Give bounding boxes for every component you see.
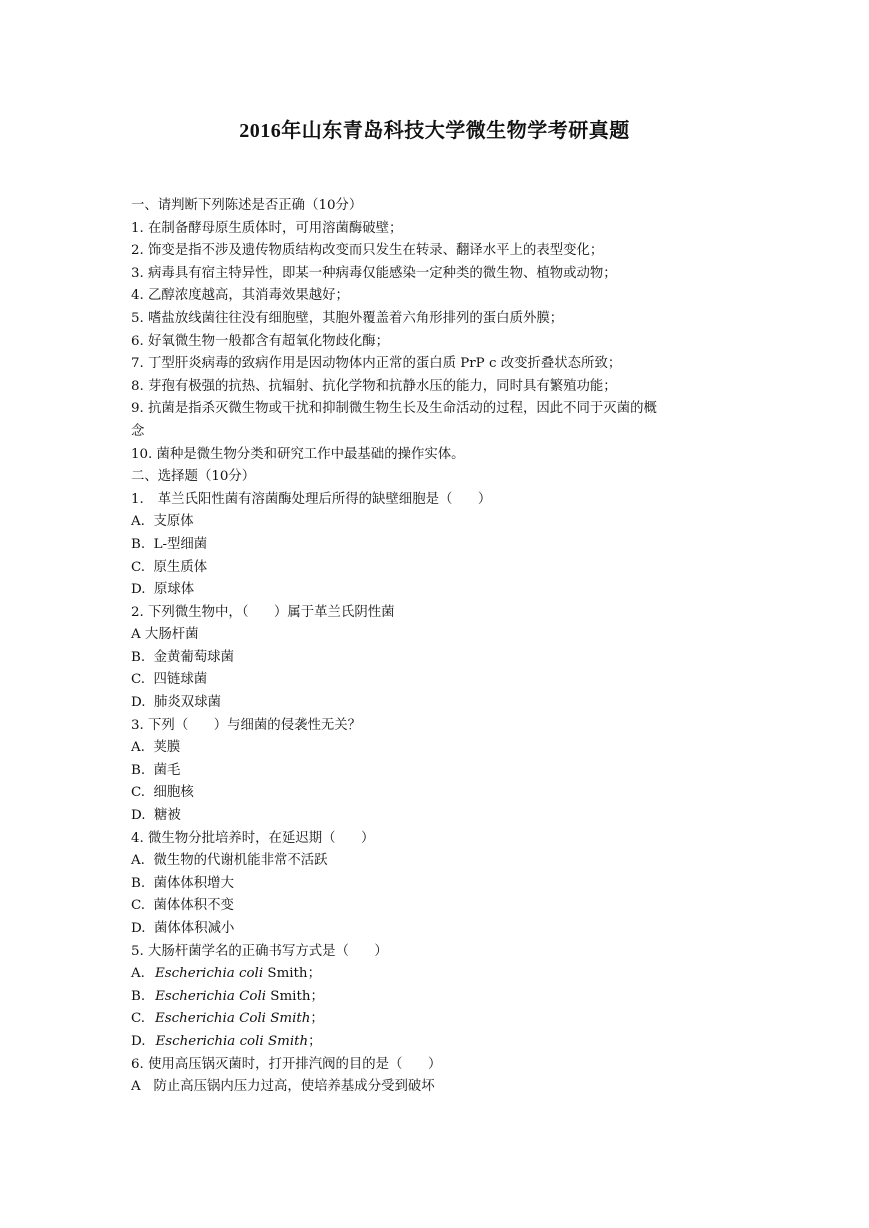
document-body	[131, 195, 751, 1099]
question-5-option-c	[131, 1008, 751, 1031]
question-5-option-d	[131, 1031, 751, 1054]
author-name: Smith	[267, 1033, 309, 1049]
statement-8: 8. 芽孢有极强的抗热、抗辐射、抗化学物和抗静水压的能力，同时具有繁殖功能；	[131, 378, 617, 394]
statement-2: 2. 饰变是指不涉及遗传物质结构改变而只发生在转录、翻译水平上的表型变化；	[131, 243, 604, 259]
author-name: Smith	[270, 988, 311, 1004]
statement-10: 10. 菌种是微生物分类和研究工作中最基础的操作实体。	[131, 446, 465, 462]
option-end: ；	[307, 966, 321, 982]
statement-1: 1. 在制备酵母原生质体时，可用溶菌酶破壁；	[131, 220, 403, 236]
question-5-stem: 5. 大肠杆菌学名的正确书写方式是（ ）	[131, 943, 388, 959]
question-3-stem: 3. 下列（ ）与细菌的侵袭性无关？	[131, 717, 362, 733]
option-label: A.	[131, 966, 145, 982]
question-4-stem: 4. 微生物分批培养时，在延迟期（ ）	[131, 830, 375, 846]
question-2-stem: 2. 下列微生物中，（ ）属于革兰氏阴性菌	[131, 604, 395, 620]
question-4-option-d: D. 菌体体积减小	[131, 921, 235, 936]
question-2-option-c: C. 四链球菌	[131, 672, 208, 688]
question-3-option-a: A. 荚膜	[131, 740, 181, 756]
question-1-stem	[131, 489, 751, 512]
statement-6: 6. 好氧微生物一般都含有超氧化物歧化酶；	[131, 333, 390, 349]
statement-5: 5. 嗜盐放线菌往往没有细胞壁，其胞外覆盖着六角形排列的蛋白质外膜；	[131, 310, 564, 326]
question-4-option-c: C. 菌体体积不变	[131, 898, 234, 914]
option-label: D.	[131, 1033, 146, 1049]
author-name: Smith	[270, 1011, 311, 1027]
option-end: ；	[310, 1011, 324, 1027]
question-1-option-b: B. L-型细菌	[131, 536, 208, 552]
option-end: ；	[310, 988, 324, 1004]
option-end: ；	[308, 1033, 322, 1049]
statement-4: 4. 乙醇浓度越高，其消毒效果越好；	[131, 288, 349, 304]
statement-7: 7. 丁型肝炎病毒的致病作用是因动物体内正常的蛋白质 PrP c 改变折叠状态所致；	[131, 356, 622, 372]
question-5-option-a	[131, 963, 751, 986]
question-5-option-b	[131, 986, 751, 1009]
question-4-option-a: A. 微生物的代谢机能非常不活跃	[131, 853, 328, 869]
author-name: Smith	[267, 966, 308, 982]
genus-name: Escherichia	[154, 966, 235, 982]
question-1-option-c: C. 原生质体	[131, 559, 208, 575]
question-4-option-b: B. 菌体体积增大	[131, 875, 234, 891]
species-name: Coli	[239, 988, 267, 1004]
question-6-stem: 6. 使用高压锅灭菌时，打开排汽阀的目的是（ ）	[131, 1056, 442, 1072]
statement-3: 3. 病毒具有宿主特异性，即某一种病毒仅能感染一定种类的微生物、植物或动物；	[131, 265, 617, 281]
question-3-option-d: D. 糖被	[131, 808, 181, 824]
question-2-option-a: A 大肠杆菌	[131, 627, 199, 643]
section-heading-choice: 二、选择题（10分）	[131, 469, 256, 485]
genus-name: Escherichia	[155, 988, 235, 1004]
question-1-text: 革兰氏阳性菌有溶菌酶处理后所得的缺壁细胞是（ ）	[157, 491, 492, 507]
option-label: B.	[131, 988, 146, 1004]
question-1-number: 1.	[131, 491, 144, 507]
species-name: coli	[239, 1033, 264, 1049]
question-3-option-c: C. 细胞核	[131, 785, 194, 801]
genus-name: Escherichia	[155, 1033, 236, 1049]
question-1-option-d: D. 原球体	[131, 582, 195, 598]
statement-9-continued: 念	[131, 423, 145, 439]
question-2-option-b: B. 金黄葡萄球菌	[131, 649, 234, 665]
page-title: 2016年山东青岛科技大学微生物学考研真题	[239, 120, 630, 142]
question-3-option-b: B. 菌毛	[131, 762, 181, 778]
genus-name: Escherichia	[155, 1011, 235, 1027]
question-1-option-a: A. 支原体	[131, 514, 194, 530]
species-name: Coli	[239, 1011, 266, 1027]
statement-9: 9. 抗菌是指杀灭微生物或干扰和抑制微生物生长及生命活动的过程，因此不同于灭菌的概	[131, 401, 657, 417]
question-2-option-d: D. 肺炎双球菌	[131, 695, 221, 711]
section-heading-judgement: 一、请判断下列陈述是否正确（10分）	[131, 198, 363, 213]
option-label: C.	[131, 1011, 146, 1027]
question-6-option-a: A 防止高压锅内压力过高，使培养基成分受到破坏	[131, 1079, 435, 1095]
species-name: coli	[238, 966, 264, 982]
